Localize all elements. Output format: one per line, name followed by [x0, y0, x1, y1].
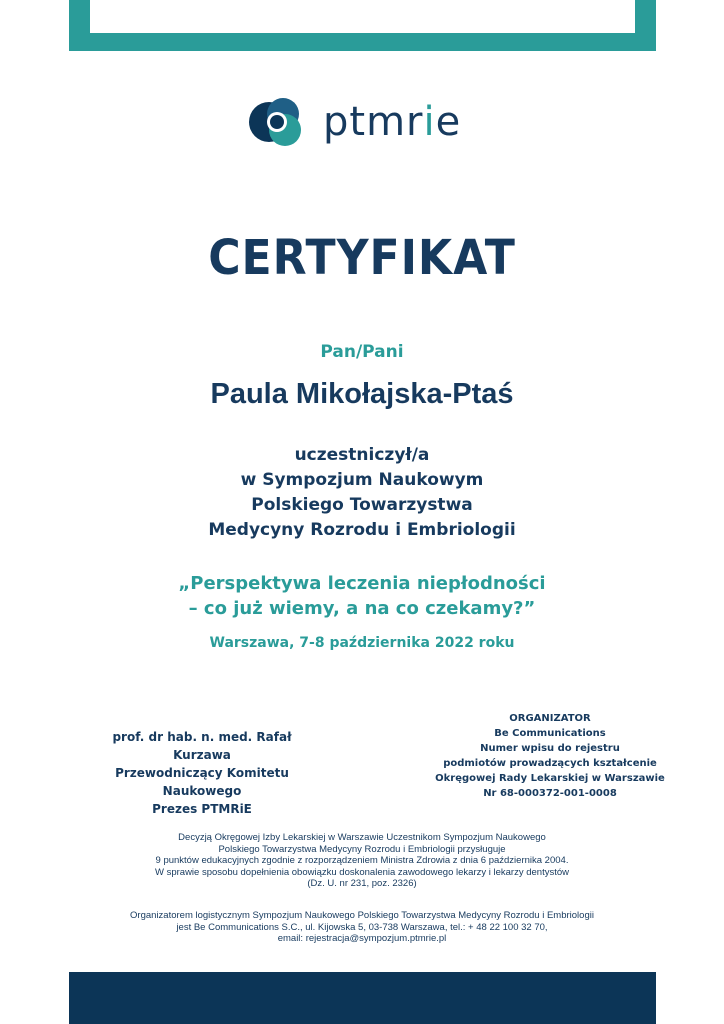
recipient-name: Paula Mikołajska-Ptaś — [210, 378, 514, 410]
decision-line: Polskiego Towarzystwa Medycyny Rozrodu i Embriologii przysługuje — [218, 843, 506, 855]
logo-text-main: ptmr — [323, 99, 424, 145]
organizer-line: Okręgowej Rady Lekarskiej w Warszawie — [435, 773, 665, 784]
committee-chair-signature — [82, 728, 322, 818]
place-and-date: Warszawa, 7-8 października 2022 roku — [209, 635, 515, 651]
logo-text-end: e — [435, 99, 462, 145]
top-frame-cutout — [90, 0, 635, 33]
organizer-heading: ORGANIZATOR — [509, 713, 591, 724]
organizer-line: Numer wpisu do rejestru — [480, 743, 620, 754]
logistics-line: Organizatorem logistycznym Sympozjum Naukowego Polskiego Towarzystwa Medycyny Rozrodu i Embriologii — [130, 910, 594, 921]
participation-line: uczestniczył/a — [294, 445, 430, 465]
participation-line: Polskiego Towarzystwa — [251, 495, 473, 515]
chair-line: prof. dr hab. n. med. Rafał Kurzawa — [112, 730, 292, 762]
decision-line: W sprawie sposobu dopełnienia obowiązku doskonalenia zawodowego lekarzy i lekarzy dentystów — [154, 866, 569, 878]
certificate-title: CERTYFIKAT — [208, 230, 516, 286]
decision-line: (Dz. U. nr 231, poz. 2326) — [307, 878, 417, 889]
logistics-line: jest Be Communications S.C., ul. Kijowska 5, 03-738 Warszawa, tel.: + 48 22 100 32 70, — [176, 921, 548, 933]
logistics-note — [0, 910, 724, 945]
logistics-line: email: rejestracja@sympozjum.ptmrie.pl — [277, 933, 447, 944]
ptmrie-logo — [247, 90, 487, 154]
logo-wordmark — [323, 99, 461, 145]
topic-line: – co już wiemy, a na co czekamy?” — [188, 598, 536, 619]
topic-line: „Perspektywa leczenia niepłodności — [178, 573, 546, 594]
accreditation-note — [0, 832, 724, 890]
organizer-line: Be Communications — [494, 728, 606, 739]
bottom-frame-bar — [69, 972, 656, 1024]
organizer-block — [400, 711, 700, 801]
participation-line: Medycyny Rozrodu i Embriologii — [208, 520, 516, 540]
chair-line: Przewodniczący Komitetu Naukowego — [115, 766, 289, 798]
participation-text — [0, 443, 724, 543]
participation-line: w Sympozjum Naukowym — [240, 470, 484, 490]
decision-line: 9 punktów edukacyjnych zgodnie z rozporządzeniem Ministra Zdrowia z dnia 6 października 2004. — [155, 855, 569, 866]
chair-line: Prezes PTMRiE — [152, 802, 252, 816]
decision-line: Decyzją Okręgowej Izby Lekarskiej w Warszawie Uczestnikom Sympozjum Naukowego — [178, 832, 546, 843]
logo-text-accent: i — [423, 99, 436, 145]
symposium-topic — [0, 571, 724, 621]
ptmrie-logo-icon — [247, 90, 311, 154]
organizer-line: Nr 68-000372-001-0008 — [483, 788, 617, 799]
salutation: Pan/Pani — [320, 342, 404, 362]
organizer-line: podmiotów prowadzących kształcenie — [443, 758, 657, 769]
